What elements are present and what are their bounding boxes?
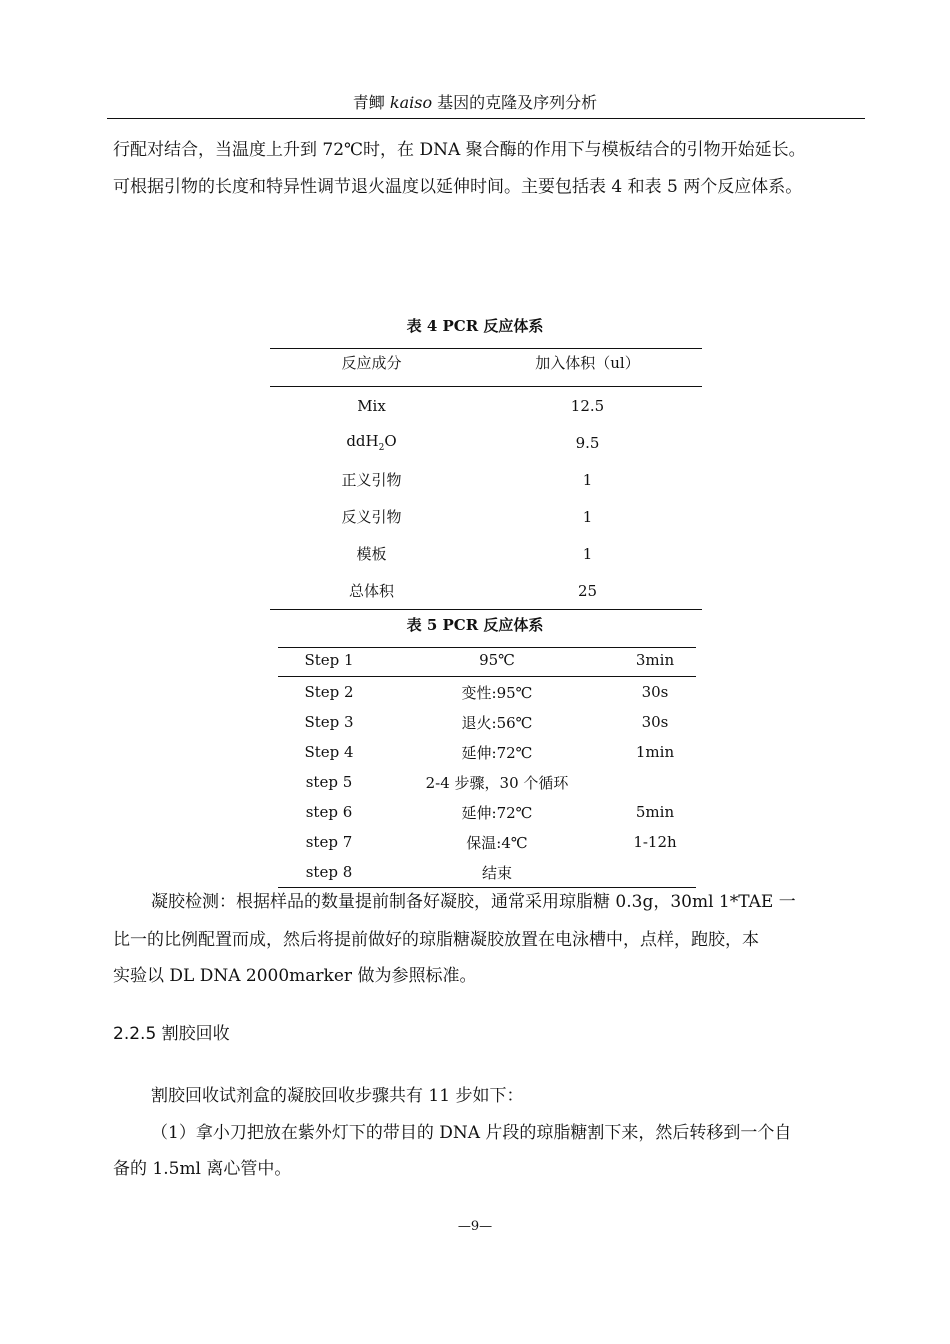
ddh2o-part-3: O — [384, 432, 397, 450]
table4-header-row — [270, 352, 702, 386]
gel-line-3: 实验以 DL DNA 2000marker 做为参照标准。 — [113, 966, 477, 986]
table-row — [278, 857, 696, 887]
table5-cell-condition: 结束 — [481, 863, 512, 882]
page-number: —9— — [457, 1219, 493, 1234]
table5-cell-time: 5min — [635, 803, 675, 821]
table-row — [270, 461, 702, 498]
table4-cell-component: 正义引物 — [341, 471, 402, 489]
table4-cell-volume: 25 — [577, 581, 598, 600]
table5-cell-step: step 5 — [305, 773, 353, 791]
table5-cell-condition: 95℃ — [479, 651, 515, 669]
table5-cell-condition: 延伸:72℃ — [461, 803, 533, 822]
table4-caption: 表 4 PCR 反应体系 — [406, 317, 544, 335]
header-title-italic: kaiso — [389, 93, 433, 112]
table5-cell-step: Step 3 — [304, 713, 354, 731]
table-row — [270, 424, 702, 461]
table4-cell-volume: 1 — [582, 470, 593, 489]
intro-line-1: 行配对结合，当温度上升到 72℃时，在 DNA 聚合酶的作用下与模板结合的引物开始延长。 — [113, 140, 806, 160]
table-row — [278, 797, 696, 827]
table4-cell-component — [270, 432, 473, 453]
table5-cell-condition: 延伸:72℃ — [461, 743, 533, 762]
intro-line-2: 可根据引物的长度和特异性调节退火温度以延伸时间。主要包括表 4 和表 5 两个反应体系。 — [113, 177, 803, 197]
table5-bottom-rule — [278, 887, 696, 888]
table5-cell-step: step 8 — [305, 863, 353, 881]
header-rule — [107, 118, 865, 119]
gel-line-1: 凝胶检测：根据样品的数量提前制备好凝胶，通常采用琼脂糖 0.3g，30ml 1*TAE 一 — [151, 892, 796, 912]
table5-cell-step: Step 4 — [304, 743, 354, 761]
table-row — [278, 737, 696, 767]
table5-cell-time: 30s — [641, 713, 669, 731]
table5-cell-condition: 变性:95℃ — [461, 683, 533, 702]
table5-cell-condition: 2-4 步骤，30 个循环 — [425, 773, 569, 792]
table4-top-rule — [270, 348, 702, 349]
table5-cell-condition: 退火:56℃ — [461, 713, 533, 732]
table-row — [278, 767, 696, 797]
table5-cell-time: 3min — [635, 651, 675, 669]
table5 — [278, 644, 696, 888]
ddh2o-subscript: 2 — [378, 443, 385, 453]
header-title-prefix: 青鲫 — [352, 93, 390, 112]
table4-bottom-rule — [270, 609, 702, 610]
table5-cell-step: Step 1 — [304, 651, 354, 669]
table4-cell-component: 总体积 — [348, 582, 394, 600]
table4 — [270, 352, 702, 610]
gel-line-2: 比一的比例配置而成，然后将提前做好的琼脂糖凝胶放置在电泳槽中，点样，跑胶，本 — [113, 930, 759, 950]
running-header — [0, 91, 950, 115]
table4-cell-component: 模板 — [356, 545, 387, 563]
table5-cell-time: 1min — [635, 743, 675, 761]
table-row — [270, 498, 702, 535]
table4-cell-component: 反义引物 — [341, 508, 402, 526]
recovery-intro: 割胶回收试剂盒的凝胶回收步骤共有 11 步如下： — [151, 1086, 524, 1106]
table5-cell-step: step 6 — [305, 803, 353, 821]
table5-cell-condition: 保温:4℃ — [466, 833, 528, 852]
table5-caption: 表 5 PCR 反应体系 — [406, 616, 544, 634]
table-row — [270, 572, 702, 609]
section-heading: 2.2.5 割胶回收 — [113, 1024, 230, 1044]
table5-cell-time: 1-12h — [633, 833, 677, 851]
table-row — [278, 827, 696, 857]
recovery-step1-line-1: （1）拿小刀把放在紫外灯下的带目的 DNA 片段的琼脂糖割下来，然后转移到一个自 — [151, 1123, 792, 1143]
table4-cell-volume: 12.5 — [570, 396, 605, 415]
table5-cell-time: 30s — [641, 683, 669, 701]
table4-header-component: 反应成分 — [341, 354, 402, 372]
table4-cell-volume: 1 — [582, 544, 593, 563]
table4-header-volume: 加入体积（ul） — [535, 354, 640, 372]
header-title-suffix: 基因的克隆及序列分析 — [432, 93, 598, 112]
table4-cell-volume: 9.5 — [575, 433, 600, 452]
table4-cell-volume: 1 — [582, 507, 593, 526]
recovery-step1-line-2: 备的 1.5ml 离心管中。 — [113, 1159, 292, 1179]
table4-cell-component: Mix — [357, 396, 386, 415]
table-row — [278, 677, 696, 707]
table5-cell-step: Step 2 — [304, 683, 354, 701]
table-row — [278, 707, 696, 737]
table-row — [270, 387, 702, 424]
table5-header-row — [278, 644, 696, 676]
table5-cell-step: step 7 — [305, 833, 353, 851]
table-row — [270, 535, 702, 572]
ddh2o-part-1: ddH — [346, 432, 379, 450]
